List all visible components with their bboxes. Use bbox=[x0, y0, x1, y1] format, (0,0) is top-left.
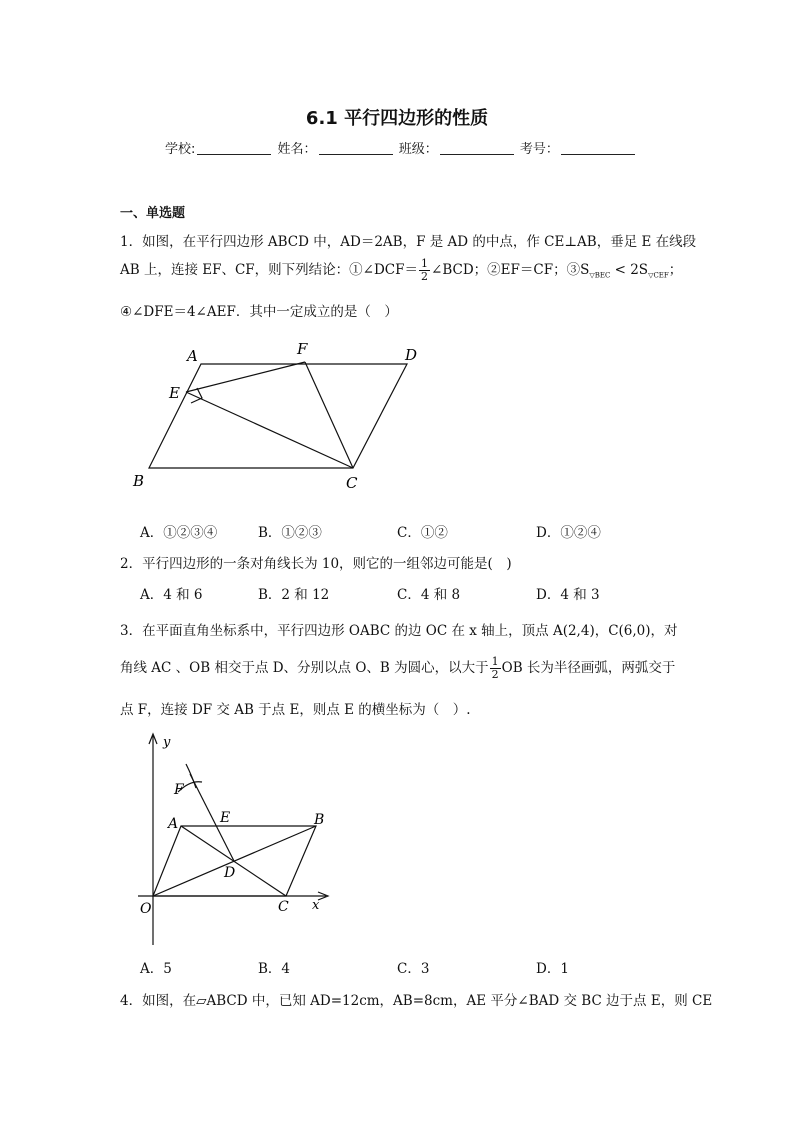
q1-line3: ④∠DFE＝4∠AEF．其中一定成立的是（ ） bbox=[120, 304, 398, 320]
q1-subscript-1: ▽BEC bbox=[589, 271, 611, 280]
id-blank bbox=[561, 142, 635, 155]
school-label: 学校: bbox=[165, 142, 196, 157]
q1-fraction bbox=[419, 258, 430, 283]
page-title: 6.1 平行四边形的性质 bbox=[305, 108, 489, 129]
q3-line2 bbox=[120, 656, 675, 681]
q1-subscript-2: ▽CEF bbox=[648, 271, 669, 280]
q1-line2-text-d: ； bbox=[668, 262, 683, 278]
q1-option-c[interactable]: C．①② bbox=[397, 525, 448, 541]
q2-option-b[interactable]: B．2 和 12 bbox=[258, 587, 330, 603]
q3-line2-text-b: OB 长为半径画弧，两弧交于 bbox=[501, 660, 676, 676]
q3-option-d[interactable]: D．1 bbox=[536, 961, 569, 977]
q3-option-a[interactable]: A．5 bbox=[140, 961, 172, 977]
parallelogram-abcd bbox=[149, 364, 407, 468]
q3-line2-text-a: 角线 AC 、OB 相交于点 D、分别以点 O、B 为圆心，以大于 bbox=[120, 660, 489, 676]
label-c: C bbox=[278, 899, 289, 915]
q1-frac-num: 1 bbox=[421, 257, 429, 270]
q1-option-a[interactable]: A．①②③④ bbox=[140, 525, 218, 541]
label-f: F bbox=[297, 340, 308, 358]
q2-stem: 2．平行四边形的一条对角线长为 10，则它的一组邻边可能是( ) bbox=[120, 556, 512, 572]
q2-option-a[interactable]: A．4 和 6 bbox=[140, 587, 203, 603]
q3-option-b[interactable]: B．4 bbox=[258, 961, 291, 977]
label-b: B bbox=[314, 812, 325, 828]
name-label: 姓名： bbox=[277, 142, 317, 157]
q1-line2-text-b: ∠BCD；②EF＝CF；③S bbox=[431, 262, 590, 278]
q1-parallelogram-figure bbox=[125, 335, 425, 495]
q3-fraction bbox=[490, 656, 501, 681]
q3-line3: 点 F，连接 DF 交 AB 于点 E，则点 E 的横坐标为（ ）. bbox=[120, 702, 471, 718]
q1-frac-den: 2 bbox=[421, 270, 429, 283]
q1-line2-text-a: AB 上，连接 EF、CF，则下列结论：①∠DCF＝ bbox=[120, 262, 419, 278]
q4-line1: 4．如图，在▱ABCD 中，已知 AD=12cm，AB=8cm，AE 平分∠BAD 交 BC 边于点 E，则 CE bbox=[120, 993, 713, 1009]
label-f: F bbox=[174, 782, 184, 798]
label-a: A bbox=[187, 347, 198, 365]
label-c: C bbox=[346, 474, 358, 492]
label-d: D bbox=[405, 346, 418, 364]
label-e: E bbox=[169, 384, 180, 402]
id-label: 考号： bbox=[519, 142, 559, 157]
class-label: 班级： bbox=[398, 142, 438, 157]
label-x: x bbox=[312, 898, 320, 913]
q3-frac-den: 2 bbox=[491, 668, 499, 681]
segment-ec bbox=[186, 392, 353, 468]
student-info-row bbox=[165, 138, 637, 157]
label-e: E bbox=[220, 810, 231, 826]
q1-line2 bbox=[120, 258, 682, 283]
school-blank bbox=[197, 142, 271, 155]
q2-option-c[interactable]: C．4 和 8 bbox=[397, 587, 461, 603]
label-y: y bbox=[163, 735, 171, 750]
name-blank bbox=[319, 142, 393, 155]
class-blank bbox=[440, 142, 514, 155]
label-b: B bbox=[133, 472, 145, 490]
label-d: D bbox=[224, 865, 236, 881]
q2-option-d[interactable]: D．4 和 3 bbox=[536, 587, 600, 603]
segment-ef bbox=[186, 362, 305, 392]
q1-option-b[interactable]: B．①②③ bbox=[258, 525, 322, 541]
q3-option-c[interactable]: C．3 bbox=[397, 961, 430, 977]
q3-coordinate-figure bbox=[128, 730, 338, 950]
label-a: A bbox=[168, 816, 179, 832]
diagonal-ob bbox=[153, 826, 316, 896]
q1-line1: 1．如图，在平行四边形 ABCD 中，AD＝2AB，F 是 AD 的中点，作 CE⊥AB，垂足 E 在线段 bbox=[120, 234, 697, 250]
segment-fc bbox=[305, 362, 353, 468]
q3-line1: 3．在平面直角坐标系中，平行四边形 OABC 的边 OC 在 x 轴上，顶点 A(2,4)，C(6,0)，对 bbox=[120, 623, 678, 639]
q3-frac-num: 1 bbox=[491, 655, 499, 668]
q1-line2-text-c: < 2S bbox=[610, 262, 649, 278]
label-o: O bbox=[140, 901, 152, 917]
section-title: 一、单选题 bbox=[120, 206, 186, 221]
q1-option-d[interactable]: D．①②④ bbox=[536, 525, 601, 541]
